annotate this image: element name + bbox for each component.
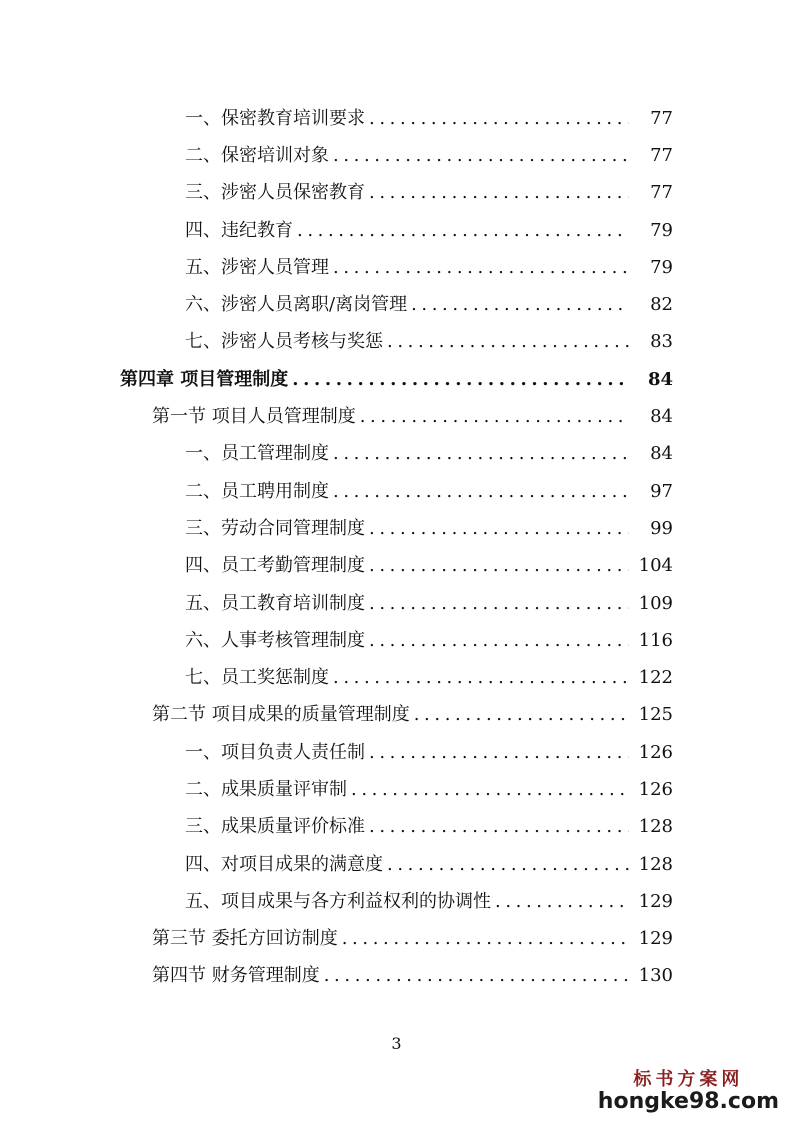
site-watermark xyxy=(598,1065,779,1114)
toc-entry-label: 五、涉密人员管理 xyxy=(185,259,333,277)
toc-entry-label: 三、成果质量评价标准 xyxy=(185,818,369,836)
toc-entry-page: 130 xyxy=(629,967,673,985)
toc-item-entry[interactable] xyxy=(0,771,793,808)
toc-leader-dots xyxy=(369,520,629,538)
toc-entry-label: 五、员工教育培训制度 xyxy=(185,595,369,613)
toc-entry-page: 109 xyxy=(629,595,673,613)
toc-item-entry[interactable] xyxy=(0,473,793,510)
toc-leader-dots xyxy=(387,333,629,351)
table-of-contents xyxy=(0,100,793,995)
toc-item-entry[interactable] xyxy=(0,249,793,286)
toc-entry-label: 六、涉密人员离职/离岗管理 xyxy=(185,296,411,314)
toc-entry-page: 77 xyxy=(629,184,673,202)
toc-item-entry[interactable] xyxy=(0,585,793,622)
toc-entry-label: 四、对项目成果的满意度 xyxy=(185,856,387,874)
toc-entry-label: 第一节 项目人员管理制度 xyxy=(152,408,360,426)
toc-entry-page: 126 xyxy=(629,781,673,799)
toc-leader-dots xyxy=(333,147,629,165)
toc-entry-page: 104 xyxy=(629,557,673,575)
toc-entry-label: 第二节 项目成果的质量管理制度 xyxy=(152,706,414,724)
toc-leader-dots xyxy=(369,744,629,762)
toc-leader-dots xyxy=(297,222,629,240)
toc-entry-page: 116 xyxy=(629,632,673,650)
toc-section-entry[interactable] xyxy=(0,958,793,995)
toc-leader-dots xyxy=(292,371,629,389)
toc-entry-page: 129 xyxy=(629,930,673,948)
toc-leader-dots xyxy=(495,893,629,911)
toc-item-entry[interactable] xyxy=(0,548,793,585)
toc-item-entry[interactable] xyxy=(0,324,793,361)
toc-item-entry[interactable] xyxy=(0,510,793,547)
toc-entry-label: 一、员工管理制度 xyxy=(185,445,333,463)
toc-section-entry[interactable] xyxy=(0,921,793,958)
toc-leader-dots xyxy=(333,445,629,463)
toc-entry-page: 99 xyxy=(629,520,673,538)
watermark-domain-text: hongke98.com xyxy=(597,1089,779,1114)
toc-leader-dots xyxy=(369,818,629,836)
toc-entry-page: 126 xyxy=(629,744,673,762)
toc-entry-label: 二、保密培训对象 xyxy=(185,147,333,165)
toc-entry-label: 二、成果质量评审制 xyxy=(185,781,351,799)
toc-entry-page: 84 xyxy=(629,408,673,426)
toc-entry-label: 三、涉密人员保密教育 xyxy=(185,184,369,202)
toc-entry-label: 一、项目负责人责任制 xyxy=(185,744,369,762)
page-number: 3 xyxy=(391,1034,402,1053)
toc-entry-page: 82 xyxy=(629,296,673,314)
toc-entry-page: 84 xyxy=(629,445,673,463)
toc-entry-label: 七、涉密人员考核与奖惩 xyxy=(185,333,387,351)
toc-leader-dots xyxy=(369,557,629,575)
toc-entry-page: 129 xyxy=(629,893,673,911)
toc-entry-label: 七、员工奖惩制度 xyxy=(185,669,333,687)
toc-item-entry[interactable] xyxy=(0,137,793,174)
toc-entry-page: 128 xyxy=(629,856,673,874)
toc-item-entry[interactable] xyxy=(0,883,793,920)
toc-entry-page: 97 xyxy=(629,483,673,501)
toc-entry-label: 五、项目成果与各方利益权利的协调性 xyxy=(185,893,495,911)
toc-entry-label: 第三节 委托方回访制度 xyxy=(152,930,342,948)
toc-leader-dots xyxy=(387,856,629,874)
toc-leader-dots xyxy=(333,669,629,687)
toc-leader-dots xyxy=(369,110,629,128)
toc-section-entry[interactable] xyxy=(0,697,793,734)
toc-leader-dots xyxy=(333,259,629,277)
toc-entry-label: 四、违纪教育 xyxy=(185,222,297,240)
toc-leader-dots xyxy=(351,781,629,799)
toc-entry-label: 三、劳动合同管理制度 xyxy=(185,520,369,538)
toc-entry-label: 六、人事考核管理制度 xyxy=(185,632,369,650)
toc-item-entry[interactable] xyxy=(0,809,793,846)
toc-item-entry[interactable] xyxy=(0,286,793,323)
toc-item-entry[interactable] xyxy=(0,436,793,473)
toc-leader-dots xyxy=(360,408,629,426)
toc-leader-dots xyxy=(414,706,629,724)
toc-leader-dots xyxy=(369,595,629,613)
toc-leader-dots xyxy=(411,296,629,314)
toc-entry-page: 77 xyxy=(629,147,673,165)
toc-leader-dots xyxy=(342,930,629,948)
toc-entry-label: 四、员工考勤管理制度 xyxy=(185,557,369,575)
toc-section-entry[interactable] xyxy=(0,398,793,435)
toc-item-entry[interactable] xyxy=(0,659,793,696)
toc-entry-label: 第四节 财务管理制度 xyxy=(152,967,324,985)
toc-item-entry[interactable] xyxy=(0,100,793,137)
toc-entry-page: 83 xyxy=(629,333,673,351)
toc-entry-label: 二、员工聘用制度 xyxy=(185,483,333,501)
toc-entry-label: 一、保密教育培训要求 xyxy=(185,110,369,128)
toc-leader-dots xyxy=(369,632,629,650)
toc-leader-dots xyxy=(369,184,629,202)
toc-entry-page: 79 xyxy=(629,259,673,277)
watermark-chinese-text: 标书方案网 xyxy=(633,1069,744,1090)
toc-entry-page: 79 xyxy=(629,222,673,240)
toc-entry-page: 77 xyxy=(629,110,673,128)
toc-item-entry[interactable] xyxy=(0,846,793,883)
toc-item-entry[interactable] xyxy=(0,734,793,771)
toc-entry-page: 125 xyxy=(629,706,673,724)
toc-entry-page: 122 xyxy=(629,669,673,687)
toc-item-entry[interactable] xyxy=(0,622,793,659)
toc-chapter-entry[interactable] xyxy=(0,361,793,398)
toc-entry-label: 第四章 项目管理制度 xyxy=(120,371,292,389)
toc-item-entry[interactable] xyxy=(0,175,793,212)
toc-entry-page: 128 xyxy=(629,818,673,836)
toc-leader-dots xyxy=(324,967,629,985)
toc-leader-dots xyxy=(333,483,629,501)
toc-entry-page: 84 xyxy=(629,371,673,389)
toc-item-entry[interactable] xyxy=(0,212,793,249)
